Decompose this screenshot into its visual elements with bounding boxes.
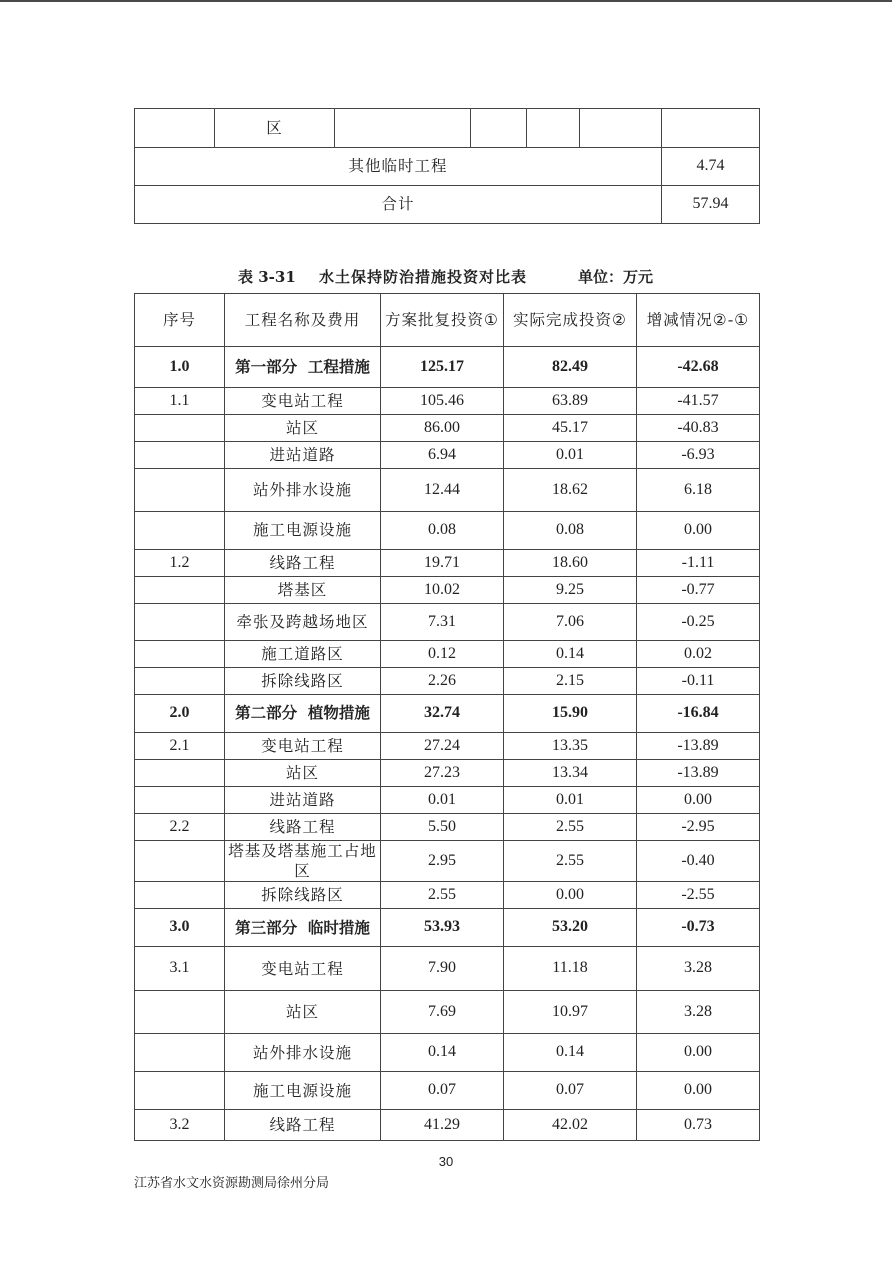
row-name-cell: 拆除线路区 (225, 882, 381, 909)
row-name-cell: 施工电源设施 (225, 1072, 381, 1110)
table-row (135, 186, 760, 224)
table-cell: 其他临时工程 (135, 148, 662, 186)
difference-cell: 3.28 (637, 947, 760, 991)
row-name-cell: 进站道路 (225, 442, 381, 469)
row-name-cell: 变电站工程 (225, 733, 381, 760)
table-title: 水土保持防治措施投资对比表 (319, 268, 528, 286)
row-number-cell: 2.0 (135, 695, 225, 733)
table-row (135, 947, 760, 991)
row-name-cell: 线路工程 (225, 550, 381, 577)
difference-cell: -0.77 (637, 577, 760, 604)
planned-investment-cell: 2.95 (381, 841, 504, 882)
planned-investment-cell: 6.94 (381, 442, 504, 469)
row-number-cell (135, 760, 225, 787)
row-name-cell: 第二部分 植物措施 (225, 695, 381, 733)
planned-investment-cell: 0.12 (381, 641, 504, 668)
table-row (135, 347, 760, 388)
row-name-cell: 线路工程 (225, 814, 381, 841)
actual-investment-cell: 53.20 (504, 909, 637, 947)
row-number-cell: 3.0 (135, 909, 225, 947)
actual-investment-cell: 13.34 (504, 760, 637, 787)
row-number-cell (135, 1034, 225, 1072)
table-number: 表 3-31 (238, 268, 296, 286)
planned-investment-cell: 10.02 (381, 577, 504, 604)
row-name-cell: 施工道路区 (225, 641, 381, 668)
planned-investment-cell: 0.08 (381, 512, 504, 550)
difference-cell: 6.18 (637, 469, 760, 512)
planned-investment-cell: 7.31 (381, 604, 504, 641)
planned-investment-cell: 7.90 (381, 947, 504, 991)
row-name-cell: 线路工程 (225, 1110, 381, 1141)
table-cell (527, 109, 580, 148)
difference-cell: 0.73 (637, 1110, 760, 1141)
planned-investment-cell: 27.24 (381, 733, 504, 760)
actual-investment-cell: 18.60 (504, 550, 637, 577)
table-unit: 单位：万元 (578, 268, 654, 286)
actual-investment-cell: 11.18 (504, 947, 637, 991)
difference-cell: 0.00 (637, 1072, 760, 1110)
row-number-cell (135, 668, 225, 695)
planned-investment-cell: 53.93 (381, 909, 504, 947)
row-name-cell: 站区 (225, 415, 381, 442)
actual-investment-cell: 2.55 (504, 841, 637, 882)
planned-investment-cell: 2.26 (381, 668, 504, 695)
page-number: 30 (438, 1154, 454, 1169)
actual-investment-cell: 45.17 (504, 415, 637, 442)
difference-cell: -40.83 (637, 415, 760, 442)
actual-investment-cell: 63.89 (504, 388, 637, 415)
planned-investment-cell: 2.55 (381, 882, 504, 909)
row-name-cell: 站区 (225, 991, 381, 1034)
table-row (135, 760, 760, 787)
table-row (135, 1034, 760, 1072)
row-number-cell: 2.1 (135, 733, 225, 760)
row-number-cell (135, 641, 225, 668)
row-number-cell: 1.0 (135, 347, 225, 388)
actual-investment-cell: 0.01 (504, 442, 637, 469)
actual-investment-cell: 13.35 (504, 733, 637, 760)
table-row (135, 882, 760, 909)
difference-cell: 0.02 (637, 641, 760, 668)
actual-investment-cell: 7.06 (504, 604, 637, 641)
row-name-cell: 第三部分 临时措施 (225, 909, 381, 947)
table-cell: 4.74 (662, 148, 760, 186)
actual-investment-cell: 0.00 (504, 882, 637, 909)
actual-investment-cell: 0.14 (504, 1034, 637, 1072)
table-row (135, 641, 760, 668)
difference-cell: -1.11 (637, 550, 760, 577)
table-row (135, 388, 760, 415)
row-number-cell (135, 604, 225, 641)
difference-cell: -42.68 (637, 347, 760, 388)
difference-cell: -2.55 (637, 882, 760, 909)
planned-investment-cell: 125.17 (381, 347, 504, 388)
table-row (135, 668, 760, 695)
row-name-cell: 站外排水设施 (225, 1034, 381, 1072)
row-number-cell (135, 882, 225, 909)
difference-cell: -0.73 (637, 909, 760, 947)
planned-investment-cell: 105.46 (381, 388, 504, 415)
table-cell: 区 (215, 109, 335, 148)
difference-cell: 0.00 (637, 1034, 760, 1072)
difference-cell: -13.89 (637, 733, 760, 760)
header-cell: 序号 (135, 294, 225, 347)
row-name-cell: 第一部分 工程措施 (225, 347, 381, 388)
table-row (135, 604, 760, 641)
planned-investment-cell: 0.01 (381, 787, 504, 814)
row-name-cell: 进站道路 (225, 787, 381, 814)
table-row (135, 415, 760, 442)
difference-cell: -41.57 (637, 388, 760, 415)
header-cell: 实际完成投资② (504, 294, 637, 347)
row-name-cell: 变电站工程 (225, 388, 381, 415)
row-number-cell: 2.2 (135, 814, 225, 841)
row-number-cell (135, 787, 225, 814)
row-name-cell: 变电站工程 (225, 947, 381, 991)
difference-cell: 0.00 (637, 787, 760, 814)
table-body (135, 347, 760, 1141)
planned-investment-cell: 41.29 (381, 1110, 504, 1141)
header-row (135, 294, 760, 347)
difference-cell: -13.89 (637, 760, 760, 787)
planned-investment-cell: 32.74 (381, 695, 504, 733)
table-row (135, 787, 760, 814)
table-cell (662, 109, 760, 148)
planned-investment-cell: 19.71 (381, 550, 504, 577)
planned-investment-cell: 7.69 (381, 991, 504, 1034)
table-row (135, 550, 760, 577)
planned-investment-cell: 0.14 (381, 1034, 504, 1072)
row-number-cell (135, 577, 225, 604)
row-number-cell (135, 512, 225, 550)
row-number-cell (135, 1072, 225, 1110)
table-row (135, 469, 760, 512)
investment-comparison-table (134, 293, 760, 1141)
table-cell (580, 109, 662, 148)
row-name-cell: 施工电源设施 (225, 512, 381, 550)
table-cell (335, 109, 471, 148)
table-cell: 合计 (135, 186, 662, 224)
actual-investment-cell: 18.62 (504, 469, 637, 512)
row-number-cell (135, 415, 225, 442)
actual-investment-cell: 0.01 (504, 787, 637, 814)
actual-investment-cell: 9.25 (504, 577, 637, 604)
continued-investment-table (134, 108, 760, 224)
difference-cell: 3.28 (637, 991, 760, 1034)
table-row (135, 695, 760, 733)
row-name-cell: 拆除线路区 (225, 668, 381, 695)
planned-investment-cell: 86.00 (381, 415, 504, 442)
header-cell: 增减情况②-① (637, 294, 760, 347)
actual-investment-cell: 0.07 (504, 1072, 637, 1110)
table-cell (471, 109, 527, 148)
row-name-cell: 站区 (225, 760, 381, 787)
actual-investment-cell: 82.49 (504, 347, 637, 388)
row-name-cell: 塔基及塔基施工占地区 (225, 841, 381, 882)
table-row (135, 577, 760, 604)
header-cell: 方案批复投资① (381, 294, 504, 347)
row-number-cell: 3.1 (135, 947, 225, 991)
table-row (135, 148, 760, 186)
planned-investment-cell: 5.50 (381, 814, 504, 841)
row-number-cell (135, 442, 225, 469)
table-row (135, 442, 760, 469)
table-row (135, 109, 760, 148)
table-cell: 57.94 (662, 186, 760, 224)
table-cell (135, 109, 215, 148)
row-number-cell (135, 469, 225, 512)
actual-investment-cell: 0.14 (504, 641, 637, 668)
planned-investment-cell: 0.07 (381, 1072, 504, 1110)
difference-cell: -2.95 (637, 814, 760, 841)
row-name-cell: 站外排水设施 (225, 469, 381, 512)
difference-cell: 0.00 (637, 512, 760, 550)
row-number-cell (135, 991, 225, 1034)
actual-investment-cell: 2.15 (504, 668, 637, 695)
header-cell: 工程名称及费用 (225, 294, 381, 347)
difference-cell: -6.93 (637, 442, 760, 469)
actual-investment-cell: 42.02 (504, 1110, 637, 1141)
table-row (135, 1072, 760, 1110)
table-row (135, 512, 760, 550)
difference-cell: -0.25 (637, 604, 760, 641)
actual-investment-cell: 15.90 (504, 695, 637, 733)
footer-organization: 江苏省水文水资源勘测局徐州分局 (134, 1176, 330, 1191)
table-row (135, 1110, 760, 1141)
row-number-cell: 1.1 (135, 388, 225, 415)
row-number-cell: 3.2 (135, 1110, 225, 1141)
actual-investment-cell: 0.08 (504, 512, 637, 550)
planned-investment-cell: 12.44 (381, 469, 504, 512)
difference-cell: -0.40 (637, 841, 760, 882)
row-name-cell: 牵张及跨越场地区 (225, 604, 381, 641)
difference-cell: -0.11 (637, 668, 760, 695)
row-number-cell (135, 841, 225, 882)
actual-investment-cell: 10.97 (504, 991, 637, 1034)
actual-investment-cell: 2.55 (504, 814, 637, 841)
planned-investment-cell: 27.23 (381, 760, 504, 787)
page-top-border (0, 0, 892, 2)
table-row (135, 841, 760, 882)
difference-cell: -16.84 (637, 695, 760, 733)
row-name-cell: 塔基区 (225, 577, 381, 604)
table-row (135, 909, 760, 947)
table-row (135, 733, 760, 760)
row-number-cell: 1.2 (135, 550, 225, 577)
table-row (135, 991, 760, 1034)
table-row (135, 814, 760, 841)
